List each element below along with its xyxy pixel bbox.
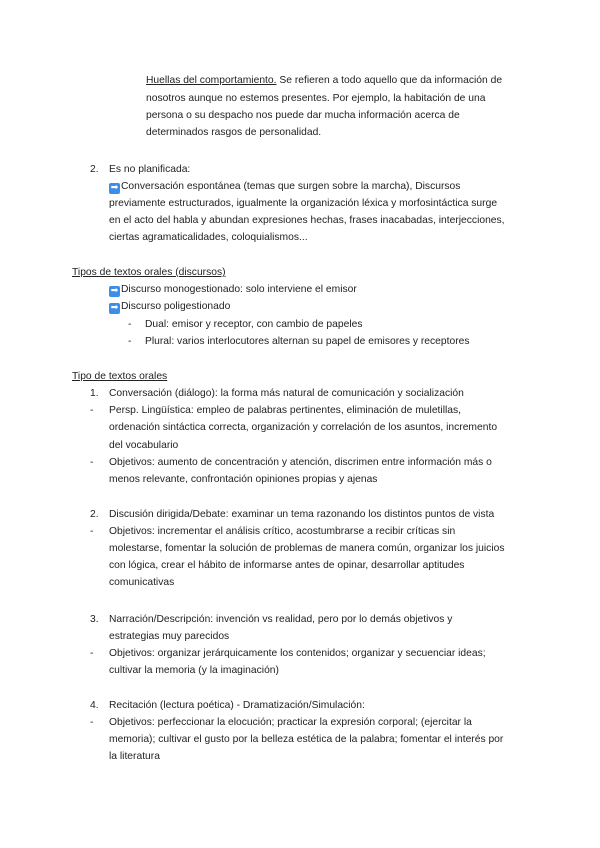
item1-b2-line-2: menos relevante, confrontación opiniones propias y ajenas	[109, 474, 378, 485]
item3-b1-line-1: Objetivos: organizar jerárquicamente los contenidos; organizar y secuenciar ideas;	[109, 648, 486, 659]
bullet: -	[128, 336, 132, 347]
no-planificada-line-4: ciertas agramaticalidades, coloquialismos...	[109, 232, 308, 243]
item2-b1-line-2: molestarse, fomentar la solución de problemas de manera común, organizar los juicios	[109, 543, 505, 554]
discursos-heading: Tipos de textos orales (discursos)	[72, 267, 226, 278]
huellas-line-3: persona o su despacho nos puede dar mucha información acerca de	[146, 110, 460, 121]
item1-b1-line-3: del vocabulario	[109, 440, 179, 451]
no-planificada-line-2: previamente estructurados, igualmente la organización léxica y morfosintáctica surge	[109, 198, 498, 209]
arrow-icon: ➡	[110, 183, 119, 193]
item4-b1-line-1: Objetivos: perfeccionar la elocución; practicar la expresión corporal; (ejercitar la	[109, 717, 472, 728]
huellas-line-1: Huellas del comportamiento. Se refieren a todo aquello que da información de	[146, 75, 503, 86]
bullet: -	[90, 526, 94, 537]
huellas-line-4: determinados rasgos de personalidad.	[146, 127, 322, 138]
item3-title-line-1: Narración/Descripción: invención vs realidad, pero por lo demás objetivos y	[109, 614, 453, 625]
item2-b1-line-3: con lógica, crear el hábito de informarse antes de opinar, desarrollar aptitudes	[109, 560, 465, 571]
discurso-plural: Plural: varios interlocutores alternan su papel de emisores y receptores	[145, 336, 470, 347]
discurso-mono: ➡ Discurso monogestionado: solo interviene el emisor	[110, 284, 357, 296]
discurso-dual: Dual: emisor y receptor, con cambio de papeles	[145, 319, 363, 330]
list-number: 3.	[90, 614, 99, 625]
item1-b1-line-2: ordenación sintáctica correcta, organización y correlación de los asuntos, incremento	[109, 422, 498, 433]
discurso-poli: ➡ Discurso poligestionado	[110, 301, 231, 313]
list-number: 2.	[90, 509, 99, 520]
list-number: 2.	[90, 164, 99, 175]
huellas-term: Huellas del comportamiento.	[146, 75, 277, 86]
item4-title: Recitación (lectura poética) - Dramatización/Simulación:	[109, 700, 365, 711]
list-number: 1.	[90, 388, 99, 399]
tipos-heading: Tipo de textos orales	[72, 371, 168, 382]
huellas-line-2: nosotros aunque no estemos presentes. Por ejemplo, la habitación de una	[146, 93, 486, 104]
bullet: -	[90, 457, 94, 468]
no-planificada-line-3: en el acto del habla y abundan expresiones hechas, frases inacabadas, interjecciones,	[109, 215, 505, 226]
no-planificada-title: Es no planificada:	[109, 164, 191, 175]
item1-b2-line-1: Objetivos: aumento de concentración y atención, discrimen entre información más o	[109, 457, 492, 468]
item2-b1-line-4: comunicativas	[109, 577, 175, 588]
item2-b1-line-1: Objetivos: incrementar el análisis crítico, acostumbrarse a recibir críticas sin	[109, 526, 456, 537]
item3-title-line-2: estrategias muy parecidos	[109, 631, 230, 642]
item1-b1-line-1: Persp. Lingüística: empleo de palabras pertinentes, eliminación de muletillas,	[109, 405, 462, 416]
item4-b1-line-3: la literatura	[109, 751, 160, 762]
no-planificada-line-1: ➡ Conversación espontánea (temas que surgen sobre la marcha), Discursos	[110, 181, 461, 193]
item2-title: Discusión dirigida/Debate: examinar un tema razonando los distintos puntos de vista	[109, 509, 495, 520]
bullet: -	[128, 319, 132, 330]
arrow-icon: ➡	[110, 286, 119, 296]
item1-title: Conversación (diálogo): la forma más natural de comunicación y socialización	[109, 388, 464, 399]
bullet: -	[90, 717, 94, 728]
item3-b1-line-2: cultivar la memoria (y la imaginación)	[109, 665, 279, 676]
arrow-icon: ➡	[110, 303, 119, 313]
bullet: -	[90, 405, 94, 416]
item4-b1-line-2: memoria); cultivar el gusto por la belleza estética de la palabra; fomentar el interés por	[109, 734, 504, 745]
list-number: 4.	[90, 700, 99, 711]
bullet: -	[90, 648, 94, 659]
